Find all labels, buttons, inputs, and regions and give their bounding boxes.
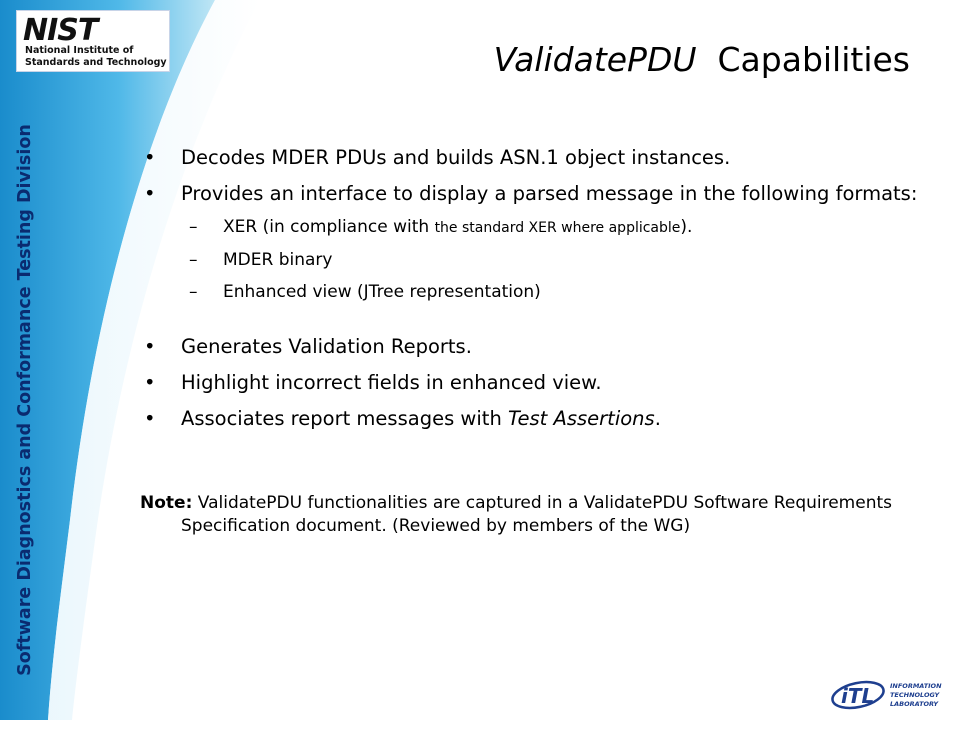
itl-logo-line2: TECHNOLOGY <box>890 691 940 699</box>
bullet-item <box>140 143 940 172</box>
bullet-text-a: Associates report messages with <box>181 407 508 430</box>
bullet-dot-icon: • <box>144 182 156 205</box>
bullet-dot-icon: • <box>144 407 156 430</box>
bullet-item <box>140 332 940 361</box>
slide-content <box>140 143 940 538</box>
itl-logo-mark: iTL <box>841 684 875 708</box>
sub-bullet-text-b: the standard XER where applicable <box>434 220 681 236</box>
sub-bullet-item <box>140 280 940 304</box>
note-label: Note: <box>140 493 193 513</box>
nist-logo <box>16 10 170 72</box>
nist-logo-line1: National Institute of <box>25 45 134 56</box>
sub-bullet-text-a: XER (in compliance with <box>223 217 435 237</box>
note-paragraph <box>140 492 940 538</box>
itl-logo <box>830 676 948 712</box>
dash-icon: – <box>189 282 198 302</box>
bullet-dot-icon: • <box>144 335 156 358</box>
nist-logo-line2: Standards and Technology <box>25 57 167 68</box>
bullet-text: Decodes MDER PDUs and builds ASN.1 object instances. <box>181 146 731 169</box>
bullet-text: Provides an interface to display a parsed message in the following formats: <box>181 182 918 205</box>
bullet-item <box>140 404 940 433</box>
slide-title-rest: Capabilities <box>696 40 910 79</box>
sub-bullet-item <box>140 215 940 240</box>
sub-bullet-item <box>140 248 940 272</box>
bullet-text: Highlight incorrect fields in enhanced view. <box>181 371 602 394</box>
bullet-item <box>140 179 940 208</box>
itl-logo-line1: INFORMATION <box>890 682 942 690</box>
bullet-text: Generates Validation Reports. <box>181 335 472 358</box>
slide-title-italic: ValidatePDU <box>493 40 697 79</box>
division-vertical-title: Software Diagnostics and Conformance Testing Division <box>15 124 35 676</box>
bullet-dot-icon: • <box>144 371 156 394</box>
nist-logo-mark: NIST <box>23 13 98 48</box>
itl-logo-line3: LABORATORY <box>890 700 939 708</box>
bullet-text-b: Test Assertions <box>508 407 655 430</box>
dash-icon: – <box>189 217 198 237</box>
bullet-dot-icon: • <box>144 146 156 169</box>
slide-title <box>440 40 910 79</box>
bullet-item <box>140 368 940 397</box>
bullet-text-c: . <box>654 407 661 430</box>
note-text: ValidatePDU functionalities are captured in a ValidatePDU Software Requirements Specification document. (Reviewed by members of the WG) <box>181 493 892 536</box>
sub-bullet-text: MDER binary <box>223 250 333 270</box>
sub-bullet-text: Enhanced view (JTree representation) <box>223 282 541 302</box>
dash-icon: – <box>189 250 198 270</box>
sub-bullet-text-c: ). <box>680 217 693 237</box>
